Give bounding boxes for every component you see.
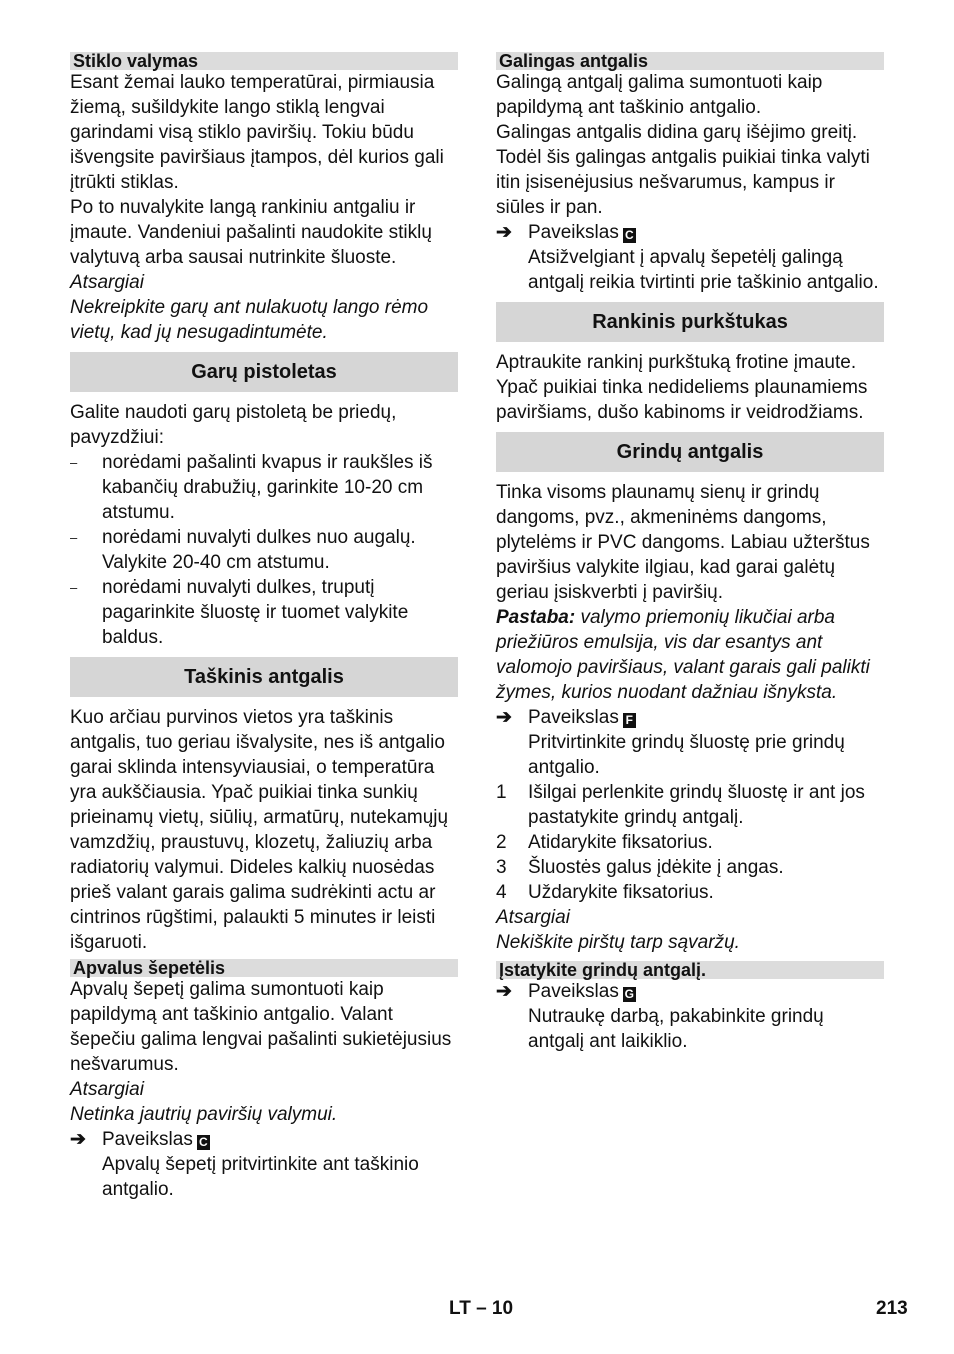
dash-marker: – bbox=[70, 580, 78, 595]
figure-label: Paveikslas G bbox=[528, 981, 634, 1002]
paragraph: Galite naudoti garų pistoletą be priedų, pavyzdžiui: bbox=[70, 402, 397, 448]
numbered-step bbox=[496, 880, 884, 905]
numbered-step bbox=[496, 855, 884, 880]
numbered-step bbox=[496, 780, 884, 830]
caution-text: Nekiškite pirštų tarp sąvaržų. bbox=[496, 932, 740, 953]
figure-label: Paveikslas C bbox=[528, 220, 636, 245]
figure-instruction-text: Pritvirtinkite grindų šluostę prie grindų antgalio. bbox=[528, 732, 845, 778]
list-item bbox=[70, 450, 458, 525]
figure-letter-badge: G bbox=[624, 987, 634, 1001]
page-label: LT – 10 bbox=[449, 1298, 514, 1319]
note bbox=[496, 605, 884, 705]
step-number: 4 bbox=[496, 882, 507, 903]
section-heading-taskinis-antgalis: Taškinis antgalis bbox=[70, 657, 458, 697]
figure-instruction-text: Apvalų šepetį pritvirtinkite ant taškinio antgalio. bbox=[102, 1154, 419, 1200]
paragraph: Esant žemai lauko temperatūrai, pirmiausia žiemą, sušildykite lango stiklą lengvai garindami visą stiklo paviršių. Tokiu būdu išvengsite paviršiaus įtampos, dėl kurios gali įtrūkti stiklas. bbox=[70, 72, 444, 193]
right-column bbox=[496, 52, 884, 1054]
figure-instruction bbox=[70, 1152, 458, 1202]
numbered-step bbox=[496, 830, 884, 855]
paragraph: Galingas antgalis didina garų išėjimo greitį. Todėl šis galingas antgalis puikiai tinka valyti itin įsisenėjusius nešvarumus, kampus ir siūles ir pan. bbox=[496, 122, 870, 218]
section-heading-grindu-antgalis: Grindų antgalis bbox=[496, 432, 884, 472]
dash-marker: – bbox=[70, 530, 78, 545]
subheading-stiklo-valymas: Stiklo valymas bbox=[70, 52, 458, 70]
step-number: 1 bbox=[496, 782, 507, 803]
caution-text: Netinka jautrių paviršių valymui. bbox=[70, 1104, 338, 1125]
step-text: Atidarykite fiksatorius. bbox=[528, 832, 713, 853]
subheading-galingas-antgalis: Galingas antgalis bbox=[496, 52, 884, 70]
caution-text: Nekreipkite garų ant nulakuotų lango rėmo vietų, kad jų nesugadintumėte. bbox=[70, 297, 429, 343]
figure-instruction bbox=[496, 730, 884, 780]
step-number: 2 bbox=[496, 832, 507, 853]
left-column bbox=[70, 52, 458, 1202]
list-item-text: norėdami nuvalyti dulkes, truputį pagarinkite šluostę ir tuomet valykite baldus. bbox=[102, 577, 409, 648]
figure-letter-badge: C bbox=[197, 1135, 210, 1150]
figure-instruction bbox=[496, 245, 884, 295]
note-label: Pastaba: bbox=[496, 607, 576, 628]
paragraph: Po to nuvalykite langą rankiniu antgaliu ir įmaute. Vandeniui pašalinti naudokite stiklų valytuvą arba sausai nutrinkite šluoste. bbox=[70, 197, 432, 268]
figure-reference bbox=[496, 220, 884, 245]
arrow-icon: ➔ bbox=[496, 981, 512, 1002]
note-text: valymo priemonių likučiai arba priežiūros emulsija, vis dar esantys ant valomojo paviršiaus, valant garais gali palikti žymes, kurios nuodant dažniau išnyksta. bbox=[496, 607, 870, 703]
paragraph: Aptraukite rankinį purkštuką frotine įmaute. Ypač puikiai tinka nedideliems plaunamiems paviršiams, dušo kabinoms ir veidrodžiams. bbox=[496, 352, 868, 423]
figure-instruction-text: Nutraukę darbą, pakabinkite grindų antgalį ant laikiklio. bbox=[528, 1006, 824, 1052]
figure-letter-badge: F bbox=[623, 713, 636, 728]
list-item bbox=[70, 575, 458, 650]
list-item bbox=[70, 525, 458, 575]
figure-letter-badge: C bbox=[623, 228, 636, 243]
step-text: Išilgai perlenkite grindų šluostę ir ant jos pastatykite grindų antgalį. bbox=[528, 782, 865, 828]
caution-label: Atsargiai bbox=[70, 272, 144, 293]
subheading-istatykite: Įstatykite grindų antgalį. bbox=[496, 961, 884, 979]
section-heading-rankinis-purkstukas: Rankinis purkštukas bbox=[496, 302, 884, 342]
caution-label: Atsargiai bbox=[70, 1079, 144, 1100]
figure-reference bbox=[496, 705, 884, 730]
caution-label: Atsargiai bbox=[496, 907, 570, 928]
subheading-apvalus-sepetelis: Apvalus šepetėlis bbox=[70, 959, 458, 977]
arrow-icon: ➔ bbox=[70, 1129, 86, 1150]
paragraph: Galingą antgalį galima sumontuoti kaip papildymą ant taškinio antgalio. bbox=[496, 72, 823, 118]
dash-marker: – bbox=[70, 455, 78, 470]
step-text: Uždarykite fiksatorius. bbox=[528, 882, 714, 903]
paragraph: Kuo arčiau purvinos vietos yra taškinis antgalis, tuo geriau išvalysite, nes iš antgalio garai sklinda intensyviausiai, o temperatūra yra aukščiausia. Ypač puikiai tinka sunkių prieinamų vietų, siūlių, armatūrų, nutekamųjų vamzdžių, praustuvų, klozetų, žaliuzių arba radiatorių valymui. Dideles kalkių nuosėdas prieš valant garais galima sudrėkinti actu ar cintrinos rūgštimi, palaukti 5 minutes ir leisti išgaruoti. bbox=[70, 707, 449, 953]
figure-instruction bbox=[496, 1004, 884, 1054]
figure-label: Paveikslas C bbox=[102, 1127, 210, 1152]
list-item-text: norėdami pašalinti kvapus ir raukšles iš kabančių drabužių, garinkite 10-20 cm atstumu. bbox=[102, 452, 433, 523]
arrow-icon: ➔ bbox=[496, 222, 512, 243]
paragraph: Apvalų šepetį galima sumontuoti kaip papildymą ant taškinio antgalio. Valant šepečiu galima lengvai pašalinti sukietėjusius nešvarumus. bbox=[70, 979, 452, 1075]
section-heading-garu-pistoletas: Garų pistoletas bbox=[70, 352, 458, 392]
step-number: 3 bbox=[496, 857, 507, 878]
figure-reference bbox=[496, 979, 884, 1004]
page-number: 213 bbox=[876, 1298, 908, 1319]
list-item-text: norėdami nuvalyti dulkes nuo augalų. Valykite 20-40 cm atstumu. bbox=[102, 527, 416, 573]
figure-instruction-text: Atsižvelgiant į apvalų šepetėlį galingą antgalį reikia tvirtinti prie taškinio antgalio. bbox=[528, 247, 879, 293]
figure-label: Paveikslas F bbox=[528, 705, 636, 730]
step-text: Šluostės galus įdėkite į angas. bbox=[528, 857, 784, 878]
paragraph: Tinka visoms plaunamų sienų ir grindų dangoms, pvz., akmeninėms dangoms, plytelėms ir PVC dangoms. Labiau užterštus paviršius valykite ilgiau, kad garai galėtų geriau įsiskverbti į paviršių. bbox=[496, 482, 870, 603]
figure-reference bbox=[70, 1127, 458, 1152]
arrow-icon: ➔ bbox=[496, 707, 512, 728]
